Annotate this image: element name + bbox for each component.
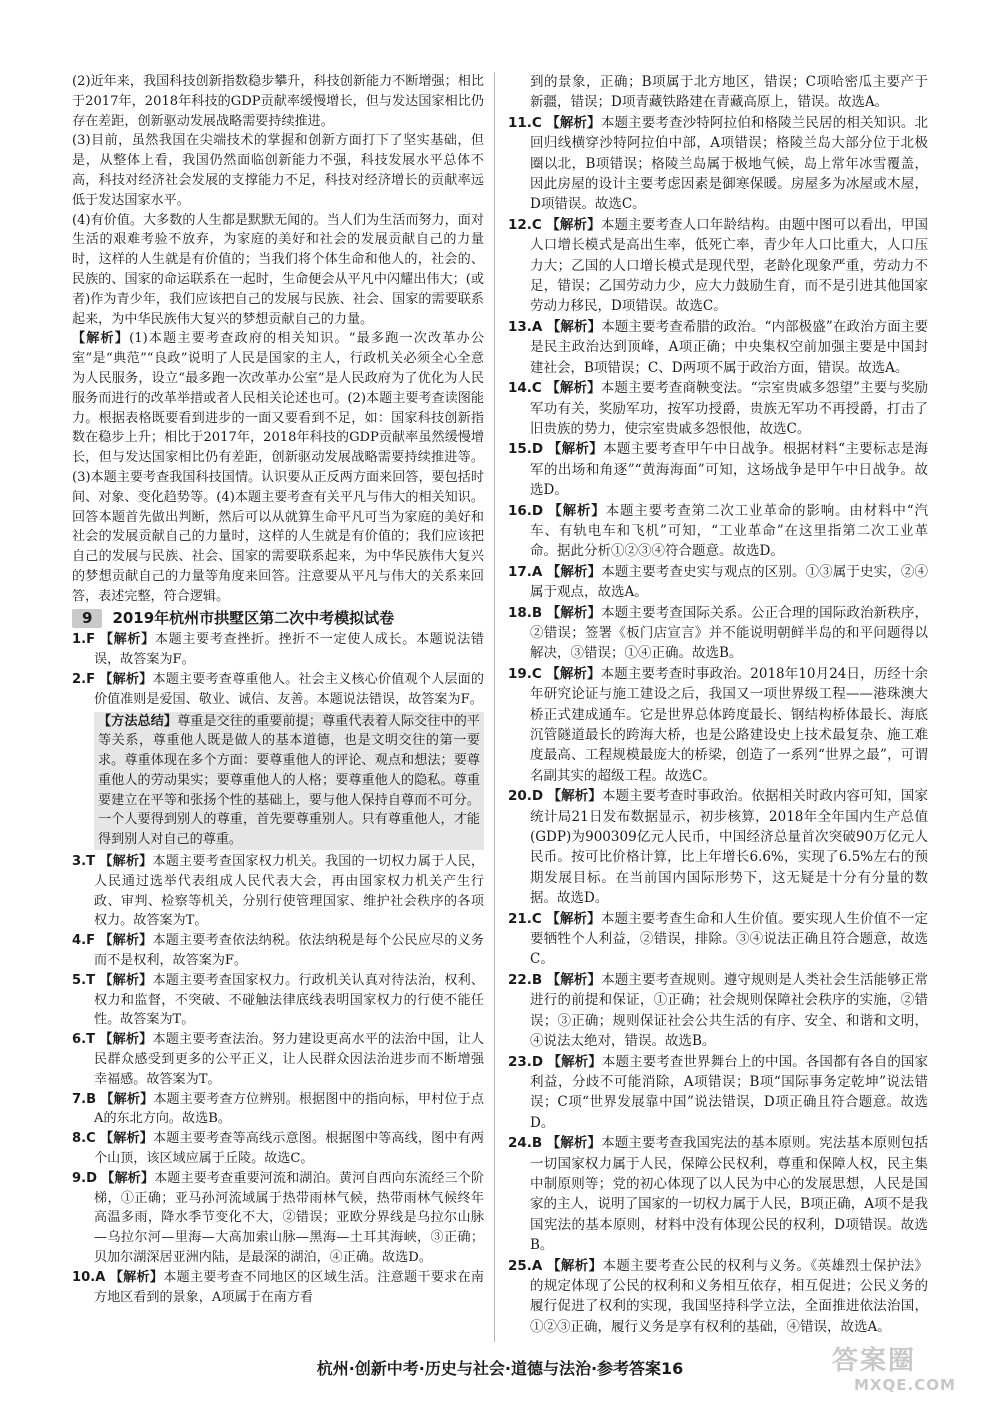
item-number: 10.A bbox=[72, 1269, 106, 1285]
item-tag: 【解析】 bbox=[546, 604, 602, 621]
answer-item bbox=[72, 852, 484, 931]
item-number: 25.A bbox=[508, 1257, 543, 1274]
item-tag: 【解析】 bbox=[100, 1091, 154, 1107]
answer-item bbox=[508, 378, 928, 439]
item-text: 本题主要考查世界舞台上的中国。各国都有各自的国家利益，分歧不可能消除，A项错误；B项“国际事务定乾坤”说法错误；C项“世界发展靠中国”说法错误，D项正确且符合题意。故选D。 bbox=[530, 1053, 929, 1131]
item-text: 本题主要考查国家权力。行政机关认真对待法治，权利、权力和监督，不突破、不碰触法律底线表明国家权力的行使不能任性。故答案为T。 bbox=[94, 972, 484, 1028]
item-text: 本题主要考查生命和人生价值。要实现人生价值不一定要牺牲个人利益，②错误，排除。③④说法正确且符合题意，故选C。 bbox=[530, 910, 929, 968]
watermark-bottom: MXQE.COM bbox=[854, 1376, 956, 1394]
item-tag: 【解析】 bbox=[109, 1269, 164, 1285]
intro-paragraph: (2)近年来，我国科技创新指数稳步攀升，科技创新能力不断增强；相比于2017年，2018年科技的GDP贡献率缓慢增长，但与发达国家相比仍存在差距，创新驱动发展战略需要持续推进。 bbox=[72, 74, 484, 129]
answer-item bbox=[72, 1090, 484, 1130]
item-text: 本题主要考查规则。遵守规则是人类社会生活能够正常进行的前提和保证，①正确；社会规则保障社会秩序的实施，②错误；③正确；规则保证社会公共生活的有序、安全、和谐和文明，④说法太绝对，错误。故选B。 bbox=[530, 971, 929, 1050]
item-tag: 【解析】 bbox=[548, 502, 606, 519]
column-divider bbox=[494, 72, 495, 1342]
answer-item bbox=[72, 971, 484, 1030]
item-text: 本题主要考查公民的权利与义务。《英雄烈士保护法》的规定体现了公民的权利和义务相互依存，相互促进；公民义务的履行促进了权利的实现，我国坚持科学立法，全面推进依法治国，①②③正确，履行义务是享有权利的基础，④错误，故选A。 bbox=[530, 1257, 929, 1335]
item-text: 本题主要考查第二次工业革命的影响。由材料中“汽车、有轨电车和飞机”可知，“工业革命”在这里指第二次工业革命。据此分析①②③④符合题意。故选D。 bbox=[530, 502, 928, 560]
item-number: 21.C bbox=[508, 910, 542, 927]
answer-item bbox=[72, 1268, 484, 1308]
right-column bbox=[508, 72, 928, 1337]
section-title: 2019年杭州市拱墅区第二次中考模拟试卷 bbox=[112, 608, 395, 627]
item-text: 本题主要考查史实与观点的区别。①③属于史实，②④属于观点，故选A。 bbox=[530, 563, 929, 601]
answer-item bbox=[508, 909, 928, 970]
item-number: 23.D bbox=[508, 1053, 544, 1070]
method-text: 尊重是交往的重要前提；尊重代表着人际交往中的平等关系，尊重他人既是做人的基本道德，也是文明交往的第一要求。尊重体现在多个方面：要尊重他人的评论、观点和想法；要尊重他人的劳动果实；要尊重他人的人格；要尊重他人的隐私。尊重要建立在平等和张扬个性的基础上，要与他人保持自尊而不可分。一个人要得到别人的尊重，首先要尊重别人。只有尊重他人，才能得到别人对自己的尊重。 bbox=[98, 713, 481, 848]
intro-paragraph: (3)目前，虽然我国在尖端技术的掌握和创新方面打下了坚实基础，但是，从整体上看，我国仍然面临创新能力不强，科技发展水平总体不高，科技对经济社会发展的支撑能力不足，科技对经济增长的贡献率远低于发达国家水平。 bbox=[72, 133, 484, 208]
item-text: 本题主要考查沙特阿拉伯和格陵兰民居的相关知识。北回归线横穿沙特阿拉伯中部，A项错误；格陵兰岛大部分位于北极圈以北，B项错误；格陵兰岛属于极地气候，岛上常年冰雪覆盖，因此房屋的设计主要考虑因素是御寒保暖。房屋多为冰屋或木屋，D项错误。故选C。 bbox=[530, 114, 929, 213]
item-tag: 【解析】 bbox=[546, 114, 601, 131]
item-number: 1.F bbox=[72, 632, 96, 648]
item-number: 14.C bbox=[508, 380, 542, 397]
page-footer: 杭州·创新中考·历史与社会·道德与法治·参考答案16 bbox=[316, 1359, 684, 1378]
answer-item bbox=[508, 215, 928, 317]
item-number: 7.B bbox=[72, 1091, 97, 1107]
item-tag: 【解析】 bbox=[99, 972, 153, 988]
answer-item bbox=[72, 670, 484, 710]
item-text: 本题主要考查商鞅变法。“宗室贵戚多怨望”主要与奖励军功有关，奖励军功，按军功授爵，贵族无军功不再授爵，打击了旧贵族的势力，使宗室贵戚多怨恨他，故选C。 bbox=[530, 380, 929, 437]
method-summary bbox=[94, 712, 484, 851]
item-tag: 【解析】 bbox=[99, 933, 153, 949]
left-column bbox=[72, 72, 484, 1307]
item-number: 13.A bbox=[508, 318, 543, 335]
answer-item bbox=[508, 603, 928, 664]
item-tag: 【解析】 bbox=[546, 216, 601, 233]
answer-item bbox=[508, 439, 928, 500]
analysis-text: (1)本题主要考查政府的相关知识。“最多跑一次改革办公室”是“典范”“良政”说明了人民是国家的主人，行政机关必须全心全意为人民服务，设立“最多跑一次改革办公室”是人民政府为了优化为人民服务而进行的改革举措或者人民相关论述也可。(2)本题主要考查读图能力。根据表格既要看到进步的一面又要看到不足，如：国家科技创新指数在稳步上升；相比于2017年，2018年科技的GDP贡献率虽然缓慢增长，但与发达国家相比仍有差距，创新驱动发展战略需要持续推进等。(3)本题主要考查我国科技国情。认识要从正反两方面来回答，要包括时间、对象、变化趋势等。(4)本题主要考查有关平凡与伟大的相关知识。回答本题首先做出判断，然后可以从就算生命平凡可当为家庭的美好和社会的发展贡献自己的力量时，这样的人生就是有价值的；我们应该把自己的发展与民族、社会、国家的需要联系起来，为中华民族伟大复兴的梦想贡献自己的力量等角度来回答。注意要从平凡与伟大的关系来回答，表述完整，符合逻辑。 bbox=[72, 331, 484, 604]
answer-item bbox=[508, 970, 928, 1052]
watermark-top: 答案圈 bbox=[832, 1346, 917, 1376]
answer-item bbox=[508, 1256, 928, 1338]
item-number: 6.T bbox=[72, 1032, 96, 1048]
answer-item bbox=[508, 1133, 928, 1255]
item-number: 17.A bbox=[508, 563, 543, 580]
item-number: 11.C bbox=[508, 114, 542, 131]
item-tag: 【解析】 bbox=[99, 1032, 153, 1048]
analysis-paragraph bbox=[72, 329, 484, 606]
item-text: 本题主要考查尊重他人。社会主义核心价值观个人层面的价值准则是爱国、敬业、诚信、友善。本题说法错误，故答案为F。 bbox=[94, 671, 484, 707]
item-tag: 【解析】 bbox=[100, 1131, 154, 1147]
item-text: 本题主要考查我国宪法的基本原则。宪法基本原则包括一切国家权力属于人民，保障公民权利，尊重和保障人权，民主集中制原则等；党的初心体现了以人民为中心的发展思想，人民是国家的主人，说明了国家的一切权力属于人民，B项正确，A项不是我国宪法的基本原则，材料中没有体现公民的权利，D项错误。故选B。 bbox=[530, 1135, 929, 1254]
item-tag: 【解析】 bbox=[546, 318, 602, 335]
item-text: 本题主要考查方位辨别。根据图中的指向标，甲村位于点A的东北方向。故选B。 bbox=[94, 1091, 485, 1127]
intro-paragraph: (4)有价值。大多数的人生都是默默无闻的。当人们为生活而努力，面对生活的艰难考验不放弃，为家庭的美好和社会的发展贡献自己的力量时，这样的人生就是有价值的；当我们将个体生命和他人的，社会的、民族的、国家的命运联系在一起时，生命便会从平凡中闪耀出伟大；(或者)作为青少年，我们应该把自己的发展与民族、社会、国家的需要联系起来，为中华民族伟大复兴的梦想贡献自己的力量。 bbox=[72, 212, 484, 327]
item-tag: 【解析】 bbox=[546, 665, 601, 682]
item-tag: 【解析】 bbox=[546, 1135, 602, 1152]
answer-item bbox=[72, 931, 484, 971]
item-tag: 【解析】 bbox=[101, 1170, 155, 1186]
item-text: 本题主要考查甲午中日战争。根据材料“主要标志是海军的出场和角逐”“黄海海面”可知，这场战争是甲午中日战争。故选D。 bbox=[530, 441, 928, 499]
answer-item bbox=[508, 501, 928, 562]
continuation-text: 到的景象，正确；B项属于北方地区，错误；C项哈密瓜主要产于新疆，错误；D项青藏铁路建在青藏高原上，错误。故选A。 bbox=[530, 74, 928, 111]
item-number: 16.D bbox=[508, 502, 544, 519]
section-number: 9 bbox=[72, 609, 102, 629]
item-number: 15.D bbox=[508, 441, 544, 458]
item-tag: 【解析】 bbox=[546, 563, 602, 580]
item-tag: 【解析】 bbox=[547, 1257, 603, 1274]
item-number: 3.T bbox=[72, 854, 96, 870]
item-tag: 【解析】 bbox=[546, 910, 601, 927]
item-number: 22.B bbox=[508, 971, 543, 988]
item-tag: 【解析】 bbox=[99, 671, 153, 687]
item-tag: 【解析】 bbox=[547, 1053, 602, 1070]
item-text: 本题主要考查不同地区的区域生活。注意题干要求在南方地区看到的景象，A项属于在南方看 bbox=[94, 1269, 485, 1305]
item-text: 本题主要考查挫折。挫折不一定使人成长。本题说法错误，故答案为F。 bbox=[94, 632, 485, 668]
answer-item bbox=[508, 317, 928, 378]
answer-item bbox=[508, 664, 928, 786]
answer-item bbox=[72, 1169, 484, 1268]
item-number: 18.B bbox=[508, 604, 543, 621]
item-text: 本题主要考查重要河流和湖泊。黄河自西向东流经三个阶梯，①正确；亚马孙河流域属于热带雨林气候，热带雨林气候终年高温多雨，降水季节变化不大，②错误；亚欧分界线是乌拉尔山脉—乌拉尔河—里海—大高加索山脉—黑海—土耳其海峡，③正确；贝加尔湖深居亚洲内陆，是最深的湖泊，④正确。故选D。 bbox=[94, 1170, 485, 1266]
item-number: 9.D bbox=[72, 1170, 97, 1186]
item-tag: 【解析】 bbox=[547, 788, 602, 805]
item-number: 5.T bbox=[72, 972, 96, 988]
item-number: 12.C bbox=[508, 216, 542, 233]
answer-item bbox=[508, 113, 928, 215]
item-number: 24.B bbox=[508, 1135, 543, 1152]
answer-item bbox=[72, 1030, 484, 1089]
item-tag: 【解析】 bbox=[99, 854, 153, 870]
item-number: 2.F bbox=[72, 671, 96, 687]
item-text: 本题主要考查法治。努力建设更高水平的法治中国，让人民群众感受到更多的公平正义，让人民群众因法治进步而不断增强幸福感。故答案为T。 bbox=[94, 1032, 484, 1087]
answer-item bbox=[72, 630, 484, 670]
item-number: 20.D bbox=[508, 788, 544, 805]
item-tag: 【解析】 bbox=[546, 971, 602, 988]
item-text: 本题主要考查时事政治。2018年10月24日，历经十余年研究论证与施工建设之后，我国又一项世界级工程——港珠澳大桥正式建成通车。它是世界总体跨度最长、钢结构桥体最长、海底沉管隧道最长的跨海大桥，也是公路建设史上技术最复杂、施工难度最高、工程规模最庞大的桥梁，创造了一系列“世界之最”，可谓名副其实的超级工程。故选C。 bbox=[530, 665, 929, 784]
item-tag: 【解析】 bbox=[99, 632, 155, 648]
item-text: 本题主要考查时事政治。依据相关时政内容可知，国家统计局21日发布数据显示，初步核算，2018年全年国内生产总值(GDP)为900309亿元人民币，中国经济总量首次突破90万亿元人民币。按可比价格计算，比上年增长6.6%，实现了6.5%左右的预期发展目标。在当前国内国际形势下，这无疑是十分有分量的数据。故选D。 bbox=[530, 788, 929, 907]
answer-item bbox=[508, 562, 928, 603]
item-text: 本题主要考查希腊的政治。“内部极盛”在政治方面主要是民主政治达到顶峰，A项正确；中央集权空前加强主要是中国封建社会，B项错误；C、D两项不属于政治方面，错误。故选A。 bbox=[530, 318, 929, 376]
analysis-tag: 【解析】 bbox=[72, 331, 130, 347]
watermark-logo bbox=[832, 1346, 988, 1404]
item-text: 本题主要考查国家权力机关。我国的一切权力属于人民，人民通过选举代表组成人民代表大会，再由国家权力机关产生行政、审判、检察等机关，分别行使管理国家、维护社会秩序的各项权力。故答案为T。 bbox=[94, 854, 484, 929]
method-tag: 【方法总结】 bbox=[98, 713, 178, 729]
item-number: 8.C bbox=[72, 1131, 96, 1147]
answer-item bbox=[72, 1129, 484, 1169]
item-number: 4.F bbox=[72, 933, 96, 949]
item-text: 本题主要考查依法纳税。依法纳税是每个公民应尽的义务而不是权利，故答案为F。 bbox=[94, 933, 484, 969]
item-text: 本题主要考查人口年龄结构。由题中图可以看出，甲国人口增长模式是高出生率，低死亡率，青少年人口比重大，人口压力大；乙国的人口增长模式是现代型，老龄化现象严重，劳动力不足，错误；乙国劳动力少，应大力鼓励生育，而不是引进其他国家劳动力移民，D项错误。故选C。 bbox=[530, 216, 929, 315]
section-heading bbox=[72, 609, 484, 629]
item-number: 19.C bbox=[508, 665, 542, 682]
item-tag: 【解析】 bbox=[546, 380, 601, 397]
answer-item bbox=[508, 786, 928, 908]
answer-item bbox=[508, 1052, 928, 1134]
item-tag: 【解析】 bbox=[547, 441, 604, 458]
item-text: 本题主要考查等高线示意图。根据图中等高线，图中有两个山顶，该区域应属于丘陵。故选C。 bbox=[94, 1131, 485, 1167]
item-text: 本题主要考查国际关系。公正合理的国际政治新秩序，②错误；签署《板门店宣言》并不能说明朝鲜半岛的和平问题得以解决，③错误；①④正确。故选B。 bbox=[530, 604, 929, 662]
